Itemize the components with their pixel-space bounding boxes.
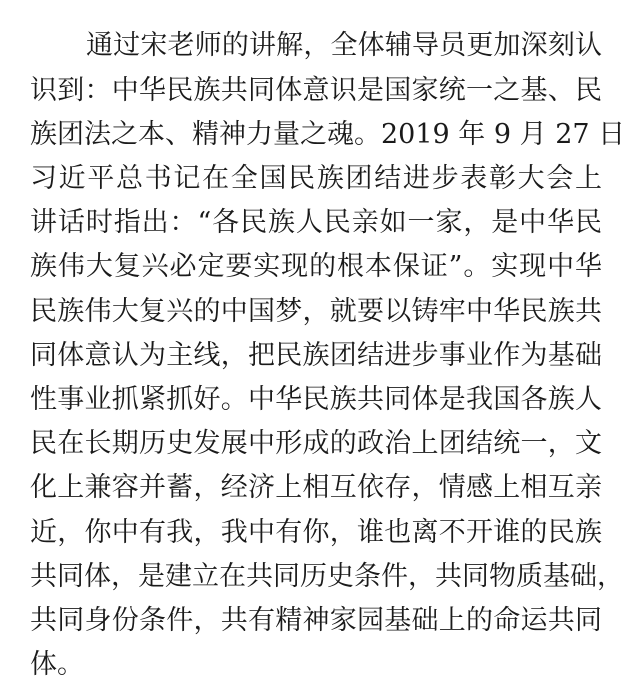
paragraph-line-14: 共同身份条件，共有精神家园基础上的命运共同: [30, 605, 602, 636]
paragraph-line-8: 同体意认为主线，把民族团结进步事业作为基础: [30, 340, 602, 371]
paragraph-line-5: 讲话时指出：“各民族人民亲如一家，是中华民: [30, 207, 602, 238]
paragraph-line-13: 共同体，是建立在共同历史条件，共同物质基础，: [30, 561, 624, 592]
paragraph-line-2: 识到：中华民族共同体意识是国家统一之基、民: [30, 75, 602, 106]
paragraph-line-10: 民在长期历史发展中形成的政治上团结统一，文: [30, 428, 602, 459]
paragraph-line-15: 体。: [30, 649, 84, 680]
paragraph-line-11: 化上兼容并蓄，经济上相互依存，情感上相互亲: [30, 472, 602, 503]
paragraph-line-7: 民族伟大复兴的中国梦，就要以铸牢中华民族共: [30, 296, 602, 327]
paragraph-line-9: 性事业抓紧抓好。中华民族共同体是我国各族人: [30, 384, 602, 415]
paragraph-line-12: 近，你中有我，我中有你，谁也离不开谁的民族: [30, 517, 602, 548]
paragraph-line-6: 族伟大复兴必定要实现的根本保证”。实现中华: [30, 251, 602, 282]
paragraph-line-4: 习近平总书记在全国民族团结进步表彰大会上: [30, 163, 602, 194]
paragraph-line-3: 族团法之本、精神力量之魂。2019 年 9 月 27 日: [30, 119, 626, 150]
paragraph-line-1: 通过宋老师的讲解，全体辅导员更加深刻认: [86, 30, 602, 61]
